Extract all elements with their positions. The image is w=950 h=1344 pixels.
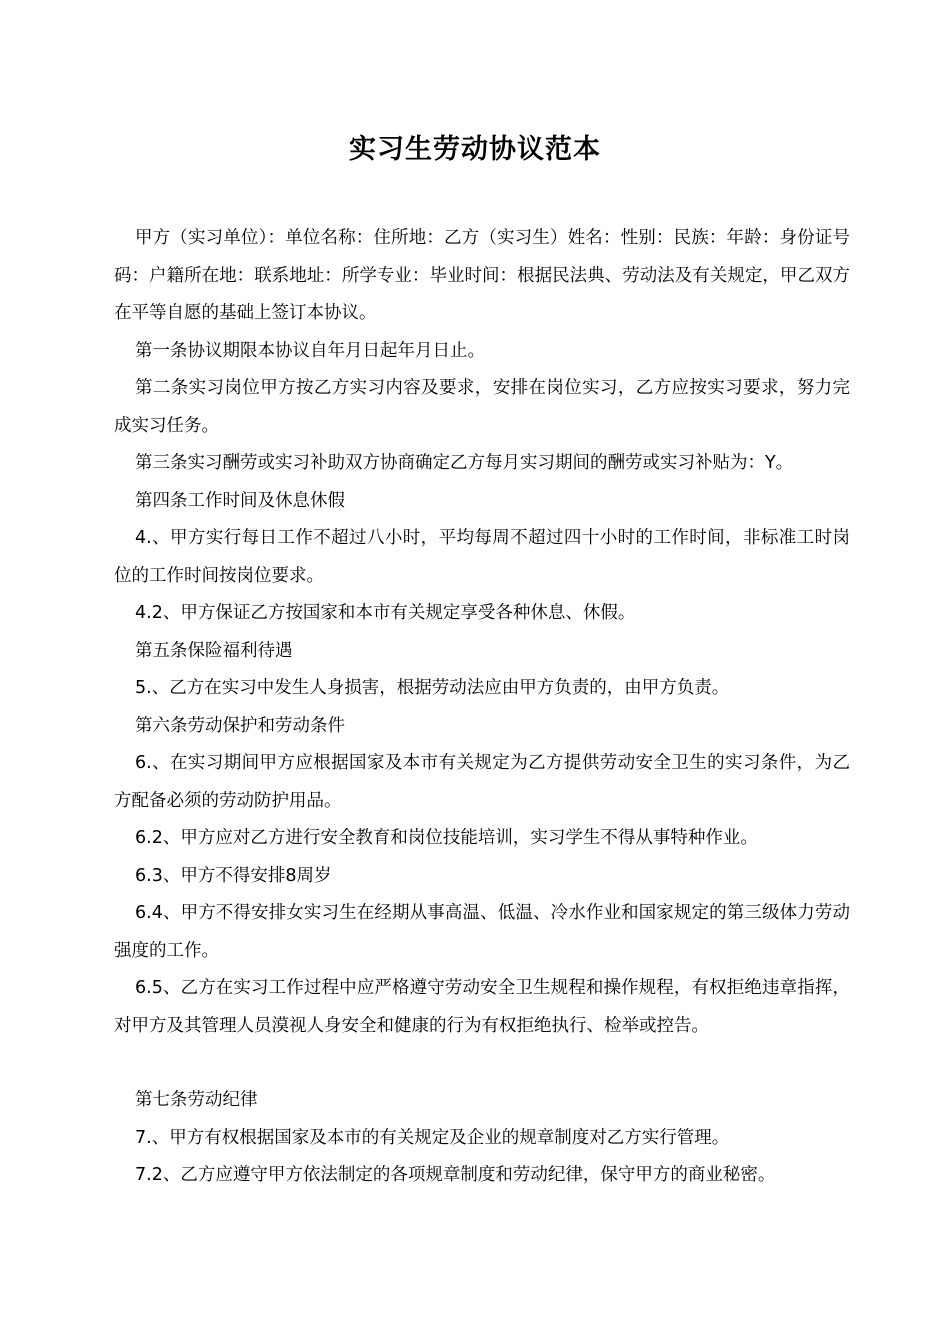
heading-article-5: 第五条保险福利待遇	[135, 640, 293, 661]
paragraph-article-2: 第二条实习岗位甲方按乙方实习内容及要求，安排在岗位实习，乙方应按实习要求，努力完成实习任务。	[114, 378, 850, 436]
blank-line	[114, 1045, 850, 1082]
paragraph-7-1: 7.、甲方有权根据国家及本市的有关规定及企业的规章制度对乙方实行管理。	[135, 1127, 730, 1148]
paragraph-6-3: 6.3、甲方不得安排8周岁	[135, 865, 332, 886]
paragraph-4-2: 4.2、甲方保证乙方按国家和本市有关规定享受各种休息、休假。	[135, 603, 636, 623]
paragraph-5-1: 5.、乙方在实习中发生人身损害，根据劳动法应由甲方负责的，由甲方负责。	[135, 678, 730, 698]
paragraph-4-1: 4.、甲方实行每日工作不超过八小时，平均每周不超过四十小时的工作时间，非标准工时岗位的工作时间按岗位要求。	[114, 528, 850, 586]
paragraph-parties: 甲方（实习单位）：单位名称：住所地：乙方（实习生）姓名：性别：民族：年龄：身份证号码：户籍所在地：联系地址：所学专业：毕业时间：根据民法典、劳动法及有关规定，甲乙双方在平等自愿的基础上签订本协议。	[114, 228, 850, 323]
heading-article-4: 第四条工作时间及休息休假	[135, 490, 345, 511]
document-body	[114, 220, 850, 1195]
heading-article-7: 第七条劳动纪律	[135, 1090, 258, 1110]
paragraph-6-4: 6.4、甲方不得安排女实习生在经期从事高温、低温、冷水作业和国家规定的第三级体力劳动强度的工作。	[114, 903, 850, 961]
paragraph-article-3: 第三条实习酬劳或实习补助双方协商确定乙方每月实习期间的酬劳或实习补贴为：Y。	[135, 453, 794, 473]
paragraph-7-2: 7.2、乙方应遵守甲方依法制定的各项规章制度和劳动纪律，保守甲方的商业秘密。	[135, 1165, 776, 1185]
heading-article-6: 第六条劳动保护和劳动条件	[135, 715, 345, 736]
paragraph-6-1: 6.、在实习期间甲方应根据国家及本市有关规定为乙方提供劳动安全卫生的实习条件，为乙方配备必须的劳动防护用品。	[114, 753, 850, 811]
paragraph-6-5: 6.5、乙方在实习工作过程中应严格遵守劳动安全卫生规程和操作规程，有权拒绝违章指挥，对甲方及其管理人员漠视人身安全和健康的行为有权拒绝执行、检举或控告。	[114, 978, 850, 1036]
document-title: 实习生劳动协议范本	[349, 134, 601, 165]
paragraph-6-2: 6.2、甲方应对乙方进行安全教育和岗位技能培训，实习学生不得从事特种作业。	[135, 828, 758, 848]
paragraph-article-1: 第一条协议期限本协议自年月日起年月日止。	[135, 340, 485, 361]
